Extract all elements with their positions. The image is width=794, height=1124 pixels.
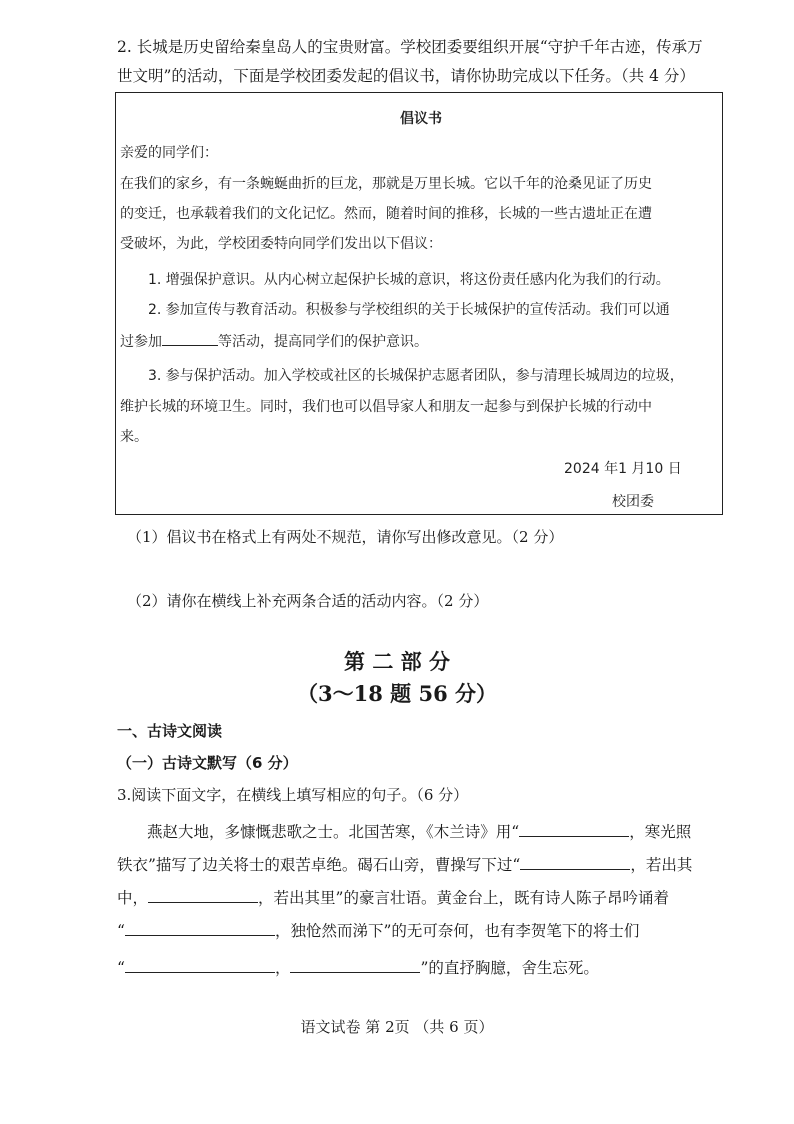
poem-text: 中，	[117, 889, 149, 907]
poem-text: ”的直抒胸臆，舍生忘死。	[420, 959, 599, 977]
letter-date: 2024 年1 月10 日	[564, 461, 682, 477]
poem-line-3	[117, 888, 669, 908]
poem-text: ，寒光照	[629, 823, 692, 841]
poem-text: ，	[274, 959, 291, 977]
answer-blank[interactable]	[290, 958, 420, 973]
poem-line-5	[117, 958, 599, 978]
poem-text: 铁衣”描写了边关将士的艰苦卓绝。碣石山旁，曹操写下过“	[117, 856, 521, 874]
question-2-line-1: 2. 长城是历史留给秦皇岛人的宝贵财富。学校团委要组织开展“守护千年古迹，传承万	[117, 38, 703, 56]
part-subtitle: （3～18 题 56 分）	[297, 681, 497, 706]
section-heading: 一、古诗文阅读	[117, 722, 223, 740]
poem-text: “	[117, 922, 125, 940]
answer-blank[interactable]	[148, 888, 258, 903]
answer-blank[interactable]	[162, 331, 218, 346]
poem-text: “	[117, 959, 125, 977]
poem-line-2	[117, 855, 692, 875]
proposal-letter-box	[115, 92, 723, 515]
poem-text: 燕赵大地，多慷慨悲歌之士。北国苦寒，《木兰诗》用“	[147, 823, 520, 841]
letter-greeting: 亲爱的同学们：	[120, 145, 218, 161]
letter-item-3-line-3: 来。	[120, 429, 148, 445]
question-2-line-2: 世文明”的活动，下面是学校团委发起的倡议书，请你协助完成以下任务。（共 4 分）	[117, 67, 695, 85]
sub-question-2: （2）请你在横线上补充两条合适的活动内容。（2 分）	[127, 592, 489, 610]
poem-text: ，若出其	[630, 856, 693, 874]
answer-blank[interactable]	[125, 921, 275, 936]
letter-title: 倡议书	[400, 111, 442, 127]
section-sub-heading: （一）古诗文默写（6 分）	[117, 754, 298, 772]
letter-paragraph-line: 的变迁，也承载着我们的文化记忆。然而，随着时间的推移，长城的一些古遗址正在遭	[120, 206, 652, 222]
answer-blank[interactable]	[520, 855, 630, 870]
answer-blank[interactable]	[125, 958, 275, 973]
question-3: 3.阅读下面文字，在横线上填写相应的句子。（6 分）	[117, 786, 469, 804]
answer-blank[interactable]	[519, 822, 629, 837]
poem-text: ，若出其里”的豪言壮语。黄金台上，既有诗人陈子昂吟诵着	[258, 889, 669, 907]
poem-text: ，独怆然而涕下”的无可奈何，也有李贺笔下的将士们	[274, 922, 640, 940]
poem-line-4	[117, 921, 639, 941]
letter-item-3-line-1: 3. 参与保护活动。加入学校或社区的长城保护志愿者团队，参与清理长城周边的垃圾，	[148, 368, 684, 384]
page-footer: 语文试卷 第 2页 （共 6 页）	[300, 1018, 494, 1036]
letter-item-3-line-2: 维护长城的环境卫生。同时，我们也可以倡导家人和朋友一起参与到保护长城的行动中	[120, 399, 652, 415]
sub-question-1: （1）倡议书在格式上有两处不规范，请你写出修改意见。（2 分）	[127, 528, 564, 546]
part-title: 第 二 部 分	[344, 649, 450, 674]
letter-item-2-text-a: 过参加	[120, 334, 162, 350]
letter-paragraph-line: 受破坏，为此，学校团委特向同学们发出以下倡议：	[120, 236, 442, 252]
letter-item-2-text-b: 等活动，提高同学们的保护意识。	[218, 334, 428, 350]
letter-signature: 校团委	[612, 494, 654, 510]
letter-paragraph-line: 在我们的家乡，有一条蜿蜒曲折的巨龙，那就是万里长城。它以千年的沧桑见证了历史	[120, 176, 652, 192]
letter-item-2-line-1: 2. 参加宣传与教育活动。积极参与学校组织的关于长城保护的宣传活动。我们可以通	[148, 302, 670, 318]
letter-item-1: 1. 增强保护意识。从内心树立起保护长城的意识，将这份责任感内化为我们的行动。	[148, 272, 670, 288]
poem-line-1	[147, 822, 691, 842]
letter-item-2-line-2	[120, 331, 428, 352]
